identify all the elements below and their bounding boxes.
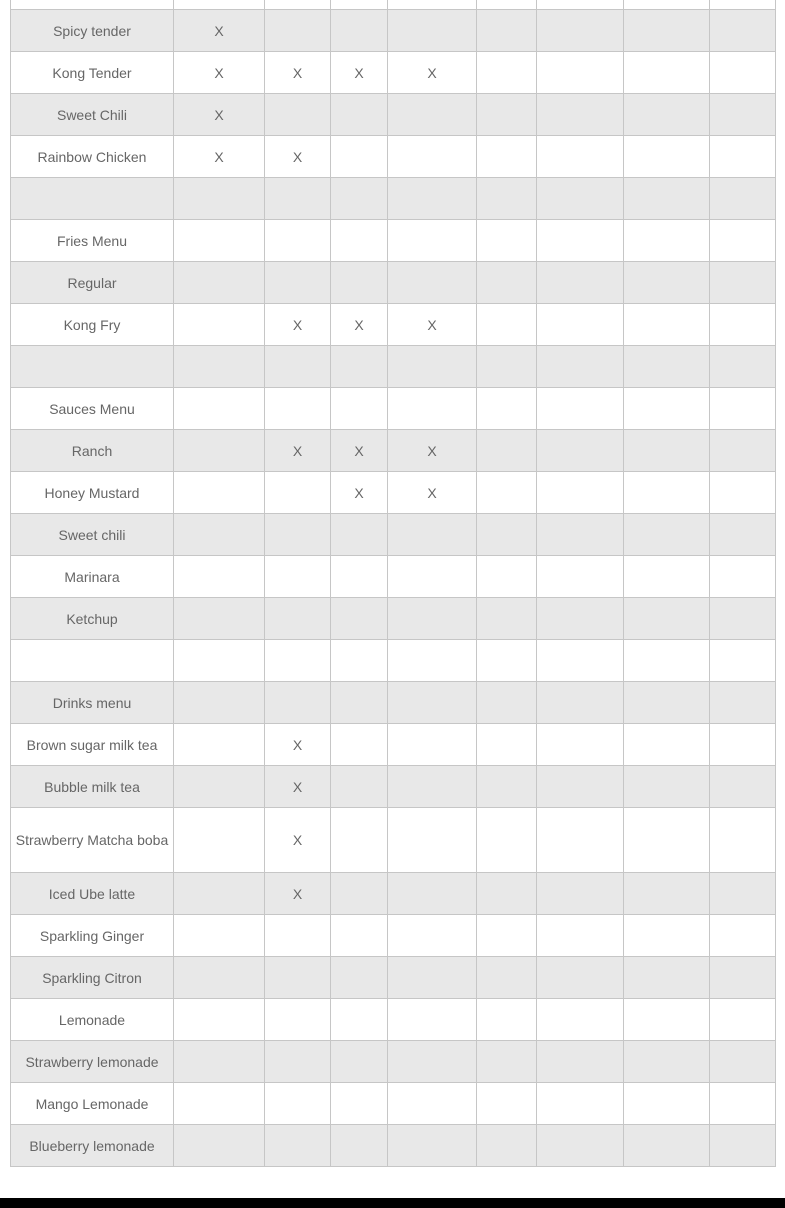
allergen-mark-cell (710, 346, 776, 388)
allergen-mark-cell (331, 957, 388, 999)
table-row (11, 957, 776, 999)
allergen-mark-cell: X (174, 52, 265, 94)
allergen-mark-cell: X (174, 136, 265, 178)
allergen-mark-cell (331, 136, 388, 178)
table-row (11, 304, 776, 346)
allergen-mark-cell (624, 52, 710, 94)
allergen-mark-cell: X (388, 472, 477, 514)
table-row (11, 10, 776, 52)
allergen-mark-cell (710, 640, 776, 682)
allergen-mark-cell (477, 52, 537, 94)
allergen-mark-cell (710, 808, 776, 873)
allergen-mark-cell (710, 472, 776, 514)
menu-item-cell (11, 178, 174, 220)
allergen-mark-cell (174, 766, 265, 808)
menu-item-cell: Ranch (11, 430, 174, 472)
allergen-mark-cell (388, 1041, 477, 1083)
table-row (11, 220, 776, 262)
allergen-mark-cell (624, 514, 710, 556)
menu-item-cell: Marinara (11, 556, 174, 598)
allergen-mark-cell (265, 1041, 331, 1083)
allergen-mark-cell (331, 94, 388, 136)
allergen-mark-cell (710, 915, 776, 957)
menu-item-cell: Fries Menu (11, 220, 174, 262)
menu-item-cell: Kong Fry (11, 304, 174, 346)
allergen-mark-cell (537, 472, 624, 514)
allergen-mark-cell (537, 136, 624, 178)
allergen-mark-cell (537, 52, 624, 94)
allergen-mark-cell: X (388, 304, 477, 346)
menu-item-cell: Strawberry lemonade (11, 1041, 174, 1083)
allergen-mark-cell (388, 957, 477, 999)
allergen-mark-cell (537, 262, 624, 304)
allergen-mark-cell (265, 598, 331, 640)
allergen-mark-cell: X (331, 472, 388, 514)
allergen-mark-cell (624, 724, 710, 766)
table-row (11, 873, 776, 915)
allergen-mark-cell (624, 1041, 710, 1083)
table-row (11, 262, 776, 304)
allergen-mark-cell (624, 388, 710, 430)
table-row (11, 346, 776, 388)
allergen-mark-cell (477, 0, 537, 10)
allergen-mark-cell (174, 682, 265, 724)
allergen-mark-cell (331, 682, 388, 724)
menu-item-cell: Lemonade (11, 999, 174, 1041)
menu-item-cell: Strawberry Matcha boba (11, 808, 174, 873)
allergen-mark-cell (710, 999, 776, 1041)
allergen-mark-cell (265, 10, 331, 52)
table-row (11, 682, 776, 724)
allergen-mark-cell (174, 0, 265, 10)
menu-item-cell: Sweet Chili (11, 94, 174, 136)
allergen-mark-cell (174, 220, 265, 262)
allergen-mark-cell (331, 10, 388, 52)
allergen-mark-cell (477, 1041, 537, 1083)
allergen-mark-cell (477, 957, 537, 999)
allergen-mark-cell (710, 178, 776, 220)
menu-allergen-table (10, 0, 776, 1167)
allergen-mark-cell (331, 640, 388, 682)
allergen-mark-cell (537, 808, 624, 873)
table-row (11, 640, 776, 682)
allergen-mark-cell (265, 999, 331, 1041)
allergen-mark-cell (331, 724, 388, 766)
menu-item-cell: Brown sugar milk tea (11, 724, 174, 766)
allergen-mark-cell (265, 220, 331, 262)
allergen-mark-cell (265, 94, 331, 136)
allergen-mark-cell (537, 999, 624, 1041)
allergen-mark-cell (624, 766, 710, 808)
allergen-mark-cell (624, 682, 710, 724)
allergen-mark-cell (174, 1083, 265, 1125)
allergen-mark-cell (174, 304, 265, 346)
menu-item-cell: Sparkling Citron (11, 957, 174, 999)
allergen-mark-cell (174, 915, 265, 957)
allergen-mark-cell (710, 10, 776, 52)
allergen-mark-cell (265, 514, 331, 556)
allergen-mark-cell (710, 94, 776, 136)
allergen-mark-cell (388, 556, 477, 598)
allergen-mark-cell: X (174, 94, 265, 136)
allergen-mark-cell (174, 598, 265, 640)
allergen-mark-cell (710, 430, 776, 472)
allergen-mark-cell (388, 10, 477, 52)
allergen-mark-cell (477, 304, 537, 346)
allergen-mark-cell (537, 766, 624, 808)
menu-item-cell: Blueberry lemonade (11, 1125, 174, 1167)
allergen-mark-cell (477, 10, 537, 52)
allergen-mark-cell (388, 808, 477, 873)
table-row (11, 598, 776, 640)
allergen-mark-cell (331, 388, 388, 430)
menu-item-cell (11, 0, 174, 10)
allergen-mark-cell (624, 262, 710, 304)
allergen-mark-cell (624, 178, 710, 220)
allergen-mark-cell (477, 766, 537, 808)
allergen-mark-cell (265, 262, 331, 304)
allergen-mark-cell (174, 178, 265, 220)
allergen-mark-cell: X (388, 430, 477, 472)
allergen-mark-cell (265, 640, 331, 682)
allergen-mark-cell (174, 808, 265, 873)
table-row (11, 808, 776, 873)
menu-item-cell: Regular (11, 262, 174, 304)
table-row (11, 1125, 776, 1167)
table-row (11, 94, 776, 136)
allergen-mark-cell (537, 346, 624, 388)
menu-item-cell: Sparkling Ginger (11, 915, 174, 957)
allergen-mark-cell (388, 1125, 477, 1167)
allergen-mark-cell (331, 262, 388, 304)
allergen-mark-cell (388, 915, 477, 957)
allergen-mark-cell (477, 598, 537, 640)
allergen-mark-cell: X (331, 52, 388, 94)
menu-item-cell: Kong Tender (11, 52, 174, 94)
menu-item-cell (11, 346, 174, 388)
table-row (11, 136, 776, 178)
allergen-mark-cell (477, 873, 537, 915)
menu-item-cell: Drinks menu (11, 682, 174, 724)
allergen-mark-cell (331, 915, 388, 957)
allergen-mark-cell (537, 873, 624, 915)
table-row (11, 472, 776, 514)
allergen-mark-cell (537, 1125, 624, 1167)
allergen-mark-cell (174, 640, 265, 682)
allergen-mark-cell (710, 514, 776, 556)
allergen-mark-cell (265, 346, 331, 388)
allergen-mark-cell (477, 472, 537, 514)
allergen-mark-cell (477, 514, 537, 556)
allergen-mark-cell (388, 682, 477, 724)
allergen-mark-cell (331, 1083, 388, 1125)
allergen-mark-cell: X (265, 724, 331, 766)
allergen-mark-cell (331, 346, 388, 388)
allergen-mark-cell (710, 556, 776, 598)
table-row (11, 430, 776, 472)
allergen-mark-cell: X (174, 10, 265, 52)
allergen-mark-cell (265, 178, 331, 220)
allergen-mark-cell (265, 1125, 331, 1167)
allergen-mark-cell: X (388, 52, 477, 94)
allergen-mark-cell (537, 430, 624, 472)
allergen-mark-cell (265, 556, 331, 598)
allergen-mark-cell (388, 598, 477, 640)
table-row (11, 178, 776, 220)
allergen-mark-cell (265, 1083, 331, 1125)
allergen-mark-cell (265, 472, 331, 514)
menu-item-cell: Iced Ube latte (11, 873, 174, 915)
allergen-mark-cell (331, 220, 388, 262)
allergen-mark-cell (624, 94, 710, 136)
table-row (11, 915, 776, 957)
allergen-mark-cell (388, 0, 477, 10)
allergen-mark-cell (331, 556, 388, 598)
allergen-mark-cell (388, 724, 477, 766)
allergen-mark-cell (388, 766, 477, 808)
allergen-mark-cell (388, 999, 477, 1041)
allergen-mark-cell (710, 388, 776, 430)
allergen-mark-cell (477, 915, 537, 957)
allergen-mark-cell (537, 724, 624, 766)
allergen-mark-cell (537, 178, 624, 220)
allergen-mark-cell (477, 556, 537, 598)
table-row (11, 52, 776, 94)
allergen-mark-cell (477, 808, 537, 873)
allergen-mark-cell (710, 220, 776, 262)
allergen-mark-cell (331, 178, 388, 220)
allergen-mark-cell (331, 873, 388, 915)
menu-item-cell: Bubble milk tea (11, 766, 174, 808)
menu-item-cell: Spicy tender (11, 10, 174, 52)
allergen-mark-cell (624, 915, 710, 957)
table-row (11, 999, 776, 1041)
allergen-mark-cell (537, 556, 624, 598)
allergen-mark-cell (477, 640, 537, 682)
allergen-mark-cell (477, 999, 537, 1041)
allergen-mark-cell: X (265, 136, 331, 178)
allergen-mark-cell (710, 304, 776, 346)
allergen-mark-cell (331, 999, 388, 1041)
allergen-mark-cell (710, 136, 776, 178)
allergen-mark-cell (537, 304, 624, 346)
allergen-mark-cell (710, 0, 776, 10)
allergen-mark-cell (174, 514, 265, 556)
allergen-mark-cell (388, 220, 477, 262)
allergen-mark-cell (388, 514, 477, 556)
allergen-mark-cell (477, 1083, 537, 1125)
allergen-mark-cell (477, 430, 537, 472)
menu-item-cell: Mango Lemonade (11, 1083, 174, 1125)
menu-item-cell: Sweet chili (11, 514, 174, 556)
menu-item-cell: Honey Mustard (11, 472, 174, 514)
allergen-mark-cell (331, 766, 388, 808)
allergen-mark-cell (174, 999, 265, 1041)
allergen-mark-cell (331, 514, 388, 556)
allergen-mark-cell (537, 10, 624, 52)
allergen-mark-cell (388, 873, 477, 915)
allergen-mark-cell (537, 0, 624, 10)
allergen-mark-cell (174, 262, 265, 304)
allergen-mark-cell (537, 598, 624, 640)
allergen-mark-cell: X (265, 430, 331, 472)
menu-item-cell: Sauces Menu (11, 388, 174, 430)
allergen-mark-cell (265, 682, 331, 724)
menu-item-cell: Rainbow Chicken (11, 136, 174, 178)
allergen-mark-cell (265, 388, 331, 430)
menu-item-cell (11, 640, 174, 682)
bottom-bar (0, 1198, 785, 1208)
allergen-mark-cell (624, 598, 710, 640)
allergen-mark-cell (174, 346, 265, 388)
allergen-mark-cell (331, 808, 388, 873)
allergen-mark-cell (624, 430, 710, 472)
allergen-mark-cell (624, 1125, 710, 1167)
allergen-mark-cell (388, 262, 477, 304)
allergen-mark-cell (331, 1041, 388, 1083)
allergen-mark-cell (624, 136, 710, 178)
allergen-mark-cell (388, 178, 477, 220)
allergen-mark-cell (710, 1083, 776, 1125)
allergen-mark-cell (537, 220, 624, 262)
allergen-mark-cell (477, 682, 537, 724)
allergen-mark-cell (710, 724, 776, 766)
allergen-mark-cell (537, 682, 624, 724)
allergen-mark-cell (477, 724, 537, 766)
allergen-mark-cell (624, 999, 710, 1041)
allergen-mark-cell (265, 0, 331, 10)
allergen-mark-cell (624, 220, 710, 262)
allergen-mark-cell (388, 94, 477, 136)
allergen-mark-cell (477, 262, 537, 304)
allergen-mark-cell (624, 556, 710, 598)
allergen-mark-cell (174, 724, 265, 766)
allergen-mark-cell (331, 0, 388, 10)
allergen-mark-cell (537, 1083, 624, 1125)
allergen-mark-cell (477, 178, 537, 220)
allergen-mark-cell (331, 1125, 388, 1167)
allergen-mark-cell (174, 556, 265, 598)
allergen-mark-cell (710, 873, 776, 915)
allergen-mark-cell (710, 1041, 776, 1083)
allergen-mark-cell (624, 957, 710, 999)
allergen-mark-cell (710, 682, 776, 724)
table-row (11, 556, 776, 598)
table-row (11, 514, 776, 556)
allergen-mark-cell (174, 430, 265, 472)
menu-item-cell: Ketchup (11, 598, 174, 640)
allergen-mark-cell (265, 957, 331, 999)
allergen-mark-cell (174, 472, 265, 514)
allergen-mark-cell (265, 915, 331, 957)
table-row (11, 388, 776, 430)
allergen-mark-cell (624, 304, 710, 346)
allergen-mark-cell (174, 388, 265, 430)
allergen-mark-cell (477, 220, 537, 262)
allergen-mark-cell (174, 873, 265, 915)
allergen-mark-cell (174, 1125, 265, 1167)
allergen-mark-cell (537, 915, 624, 957)
allergen-mark-cell: X (265, 766, 331, 808)
table-row (11, 766, 776, 808)
allergen-mark-cell (388, 388, 477, 430)
allergen-mark-cell (477, 94, 537, 136)
allergen-mark-cell (624, 808, 710, 873)
allergen-mark-cell (710, 957, 776, 999)
allergen-mark-cell: X (265, 304, 331, 346)
allergen-mark-cell (537, 94, 624, 136)
allergen-mark-cell (537, 514, 624, 556)
allergen-mark-cell (477, 346, 537, 388)
allergen-mark-cell (388, 346, 477, 388)
allergen-mark-cell (624, 10, 710, 52)
allergen-mark-cell (388, 1083, 477, 1125)
allergen-mark-cell (537, 640, 624, 682)
allergen-mark-cell (388, 640, 477, 682)
table-row (11, 0, 776, 10)
allergen-mark-cell (174, 1041, 265, 1083)
allergen-mark-cell (710, 598, 776, 640)
allergen-mark-cell (624, 346, 710, 388)
allergen-mark-cell: X (265, 52, 331, 94)
allergen-mark-cell (537, 957, 624, 999)
table-body (11, 0, 776, 1167)
allergen-mark-cell (624, 640, 710, 682)
allergen-mark-cell (477, 136, 537, 178)
allergen-mark-cell (477, 1125, 537, 1167)
allergen-mark-cell: X (331, 430, 388, 472)
allergen-mark-cell (331, 598, 388, 640)
allergen-mark-cell (710, 1125, 776, 1167)
table-row (11, 724, 776, 766)
table-row (11, 1041, 776, 1083)
allergen-mark-cell (624, 873, 710, 915)
table-row (11, 1083, 776, 1125)
allergen-mark-cell (710, 52, 776, 94)
allergen-mark-cell: X (331, 304, 388, 346)
allergen-mark-cell (710, 766, 776, 808)
allergen-mark-cell (624, 472, 710, 514)
allergen-mark-cell (537, 1041, 624, 1083)
allergen-mark-cell (710, 262, 776, 304)
allergen-mark-cell: X (265, 873, 331, 915)
allergen-mark-cell (624, 1083, 710, 1125)
allergen-mark-cell (477, 388, 537, 430)
allergen-mark-cell (537, 388, 624, 430)
allergen-mark-cell: X (265, 808, 331, 873)
allergen-mark-cell (388, 136, 477, 178)
allergen-mark-cell (624, 0, 710, 10)
allergen-mark-cell (174, 957, 265, 999)
